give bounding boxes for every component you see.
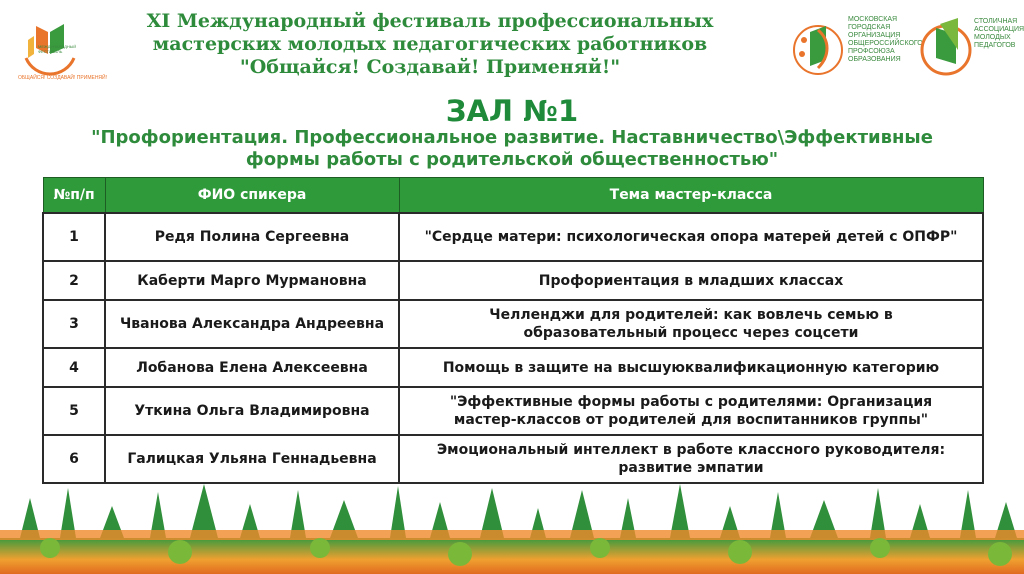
table-row xyxy=(43,387,983,435)
column-header-speaker: ФИО спикера xyxy=(105,178,399,214)
speaker-name: Галицкая Ульяна Геннадьевна xyxy=(105,435,399,483)
mgo-union-logo xyxy=(790,10,923,88)
hall-subtitle-line2: формы работы с родительской общественностью" xyxy=(245,149,779,170)
mgo-logo-line: ПРОФСОЮЗА xyxy=(848,48,895,55)
kremlin-skyline-decoration xyxy=(0,478,1024,574)
topic-line: "Эффективные формы работы с родителями: Организация xyxy=(449,394,933,410)
topic-line: "Сердце матери: психологическая опора матерей детей с ОПФР" xyxy=(424,229,958,245)
row-number: 4 xyxy=(43,348,105,387)
topic-line: развитие эмпатии xyxy=(618,460,764,476)
column-header-number: №п/п xyxy=(43,178,105,214)
row-number: 6 xyxy=(43,435,105,483)
program-table xyxy=(42,177,984,484)
topic-line: образовательный процесс через соцсети xyxy=(523,325,859,341)
speaker-name: Чванова Александра Андреевна xyxy=(105,300,399,348)
hall-subtitle xyxy=(30,127,994,171)
masterclass-topic xyxy=(399,435,983,483)
topic-line: Челленджи для родителей: как вовлечь семью в xyxy=(489,307,893,323)
table-row xyxy=(43,300,983,348)
assoc-logo-line: СТОЛИЧНАЯ xyxy=(974,18,1018,25)
masterclass-topic xyxy=(399,387,983,435)
festival-logo-slogan: ОБЩАЙСЯ! СОЗДАВАЙ! ПРИМЕНЯЙ! xyxy=(18,75,108,81)
speaker-name: Редя Полина Сергеевна xyxy=(105,213,399,261)
masterclass-topic xyxy=(399,261,983,300)
mgo-logo-line: ОБЩЕРОССИЙСКОГО xyxy=(848,40,923,47)
festival-title xyxy=(110,10,750,79)
mgo-logo-line: ГОРОДСКАЯ xyxy=(848,24,891,31)
festival-logo-line2: ФЕСТИВАЛЬ xyxy=(38,49,63,54)
association-emblem xyxy=(918,10,976,88)
mgo-logo-line: ОБРАЗОВАНИЯ xyxy=(848,56,901,63)
topic-line: Помощь в защите на высшуюквалификационную категорию xyxy=(442,359,940,376)
festival-title-line1: XI Международный фестиваль профессиональных xyxy=(146,10,714,32)
festival-logo xyxy=(14,14,108,86)
topic-line: мастер-классов от родителей для воспитанников группы" xyxy=(453,412,929,428)
young-teachers-association-logo xyxy=(918,10,1024,88)
mgo-logo-line: ОРГАНИЗАЦИЯ xyxy=(848,32,901,39)
hall-title: ЗАЛ №1 xyxy=(445,94,579,128)
mgo-logo-line: МОСКОВСКАЯ xyxy=(848,16,898,23)
assoc-logo-line: ПЕДАГОГОВ xyxy=(974,42,1016,49)
festival-title-line2: мастерских молодых педагогических работников xyxy=(152,33,708,55)
mgo-union-emblem xyxy=(790,10,850,88)
festival-title-line3: "Общайся! Создавай! Применяй!" xyxy=(239,56,621,78)
row-number: 1 xyxy=(43,213,105,261)
speaker-name: Уткина Ольга Владимировна xyxy=(105,387,399,435)
row-number: 2 xyxy=(43,261,105,300)
hall-subtitle-line1: "Профориентация. Профессиональное развитие. Наставничество\Эффективные xyxy=(91,127,933,148)
table-row xyxy=(43,213,983,261)
masterclass-topic xyxy=(399,213,983,261)
row-number: 5 xyxy=(43,387,105,435)
topic-line: Профориентация в младших классах xyxy=(538,272,844,289)
assoc-logo-line: АССОЦИАЦИЯ xyxy=(974,26,1024,33)
topic-line: Эмоциональный интеллект в работе классного руководителя: xyxy=(436,442,946,458)
masterclass-topic xyxy=(399,300,983,348)
speaker-name: Каберти Марго Мурмановна xyxy=(105,261,399,300)
assoc-logo-line: МОЛОДЫХ xyxy=(974,34,1011,41)
festival-logo-line1: МЕЖДУНАРОДНЫЙ xyxy=(38,44,77,49)
column-header-topic: Тема мастер-класса xyxy=(399,178,983,214)
table-row xyxy=(43,348,983,387)
table-header-row xyxy=(43,178,983,214)
table-row xyxy=(43,435,983,483)
row-number: 3 xyxy=(43,300,105,348)
table-row xyxy=(43,261,983,300)
speaker-name: Лобанова Елена Алексеевна xyxy=(105,348,399,387)
masterclass-topic xyxy=(399,348,983,387)
